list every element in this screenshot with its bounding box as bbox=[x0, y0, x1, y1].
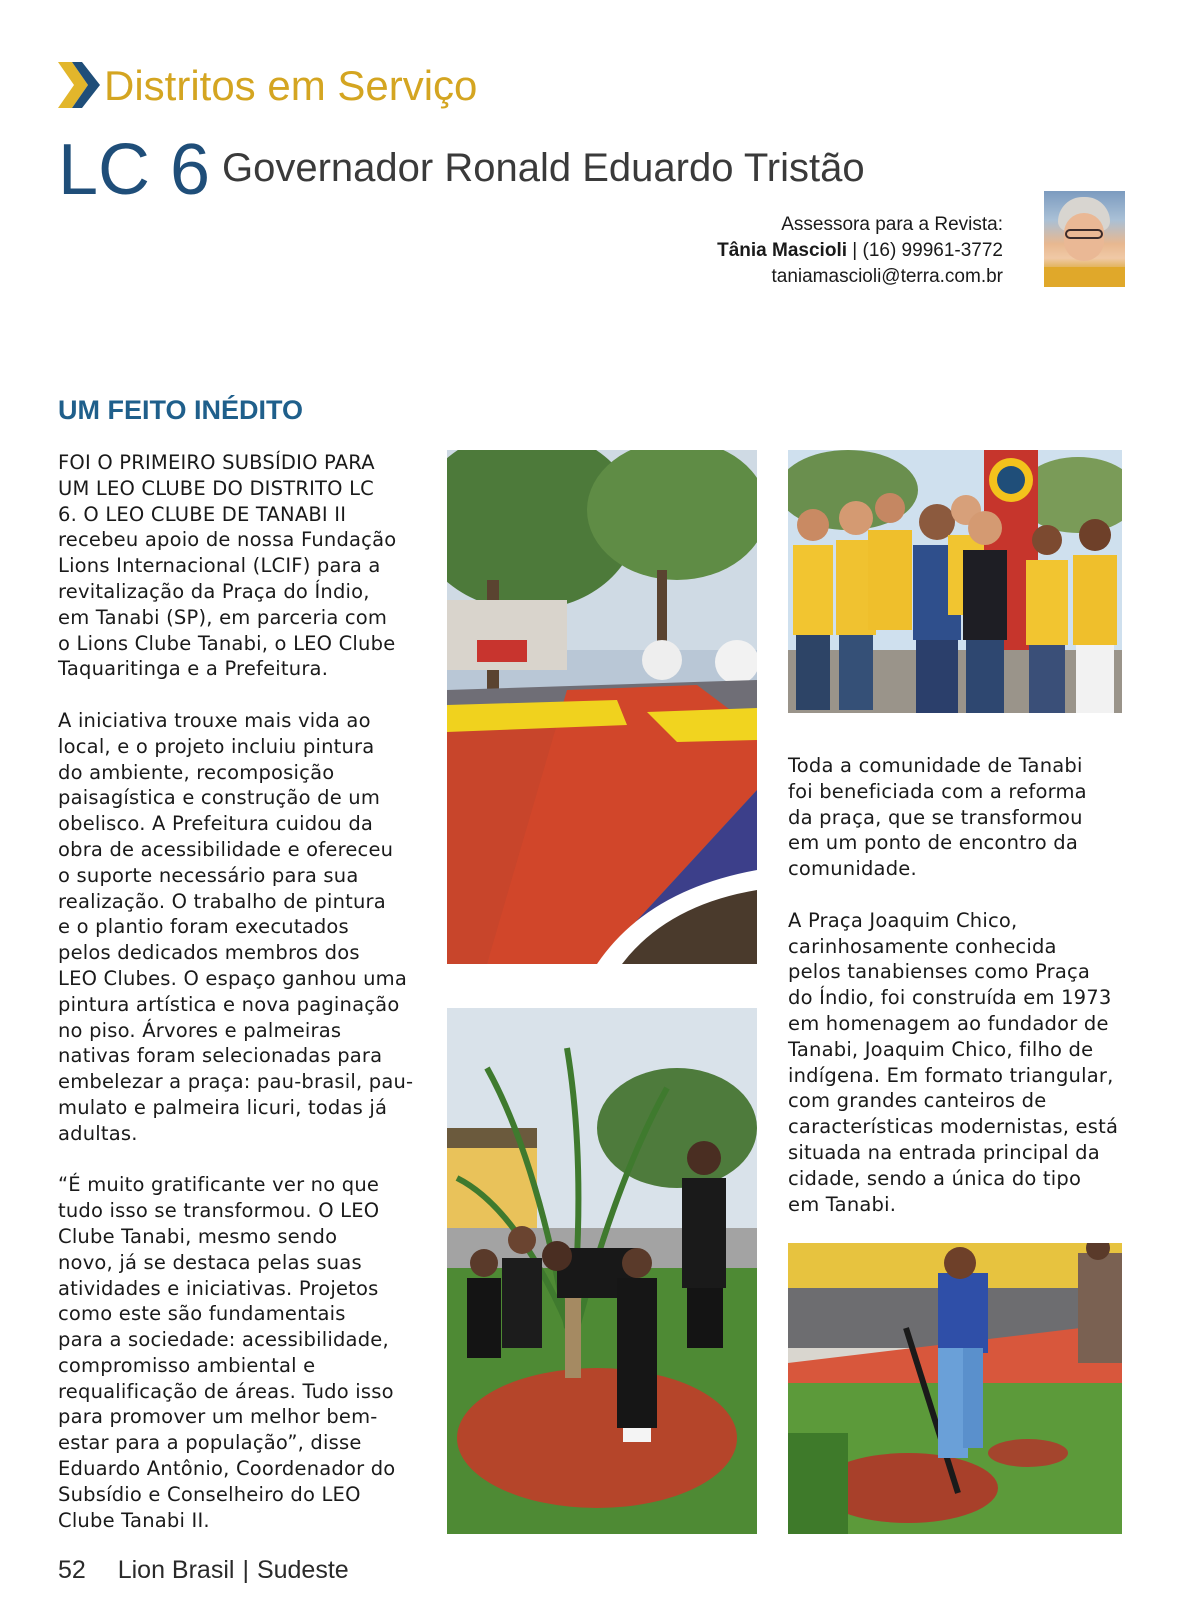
page-footer bbox=[58, 1554, 349, 1586]
article-paragraph: Toda a comunidade de Tanabi foi beneficiada com a reforma da praça, que se transformou em um ponto de encontro da comunidade. bbox=[788, 754, 1087, 881]
photo-painted-plaza bbox=[447, 450, 757, 964]
contact-label: Assessora para a Revista: bbox=[781, 214, 1003, 235]
contact-avatar bbox=[1044, 191, 1125, 287]
contact-line bbox=[717, 238, 1003, 264]
section-title: Distritos em Serviço bbox=[104, 62, 478, 109]
article-right-column bbox=[788, 753, 1130, 1243]
footer-separator: | bbox=[242, 1556, 249, 1584]
article-paragraph: A Praça Joaquim Chico, carinhosamente conhecida pelos tanabienses como Praça do Índio, foi construída em 1973 em homenagem ao fundador de Tanabi, Joaquim Chico, filho de indígena. Em formato triangular, com grandes canteiros de características modernistas, está situada na entrada principal da cidade, sendo a única do tipo em Tanabi. bbox=[788, 908, 1119, 1216]
contact-phone: | (16) 99961-3772 bbox=[847, 240, 1003, 261]
governor-name: Governador Ronald Eduardo Tristão bbox=[222, 146, 865, 190]
article-headline: UM FEITO INÉDITO bbox=[58, 395, 304, 425]
photo-digging bbox=[788, 1243, 1122, 1534]
publication-region: Sudeste bbox=[256, 1556, 349, 1584]
contact-name: Tânia Mascioli bbox=[717, 240, 847, 261]
page-number: 52 bbox=[58, 1556, 86, 1584]
district-label: LC 6 bbox=[58, 130, 211, 210]
photo-group-members bbox=[788, 450, 1122, 713]
publication-name: Lion Brasil bbox=[117, 1556, 235, 1584]
article-paragraph: A iniciativa trouxe mais vida ao local, e o projeto incluiu pintura do ambiente, recomposição paisagística e construção de um obelisco. A Prefeitura cuidou da obra de acessibilidade e ofereceu o suporte necessário para sua realização. O trabalho de pintura e o plantio foram executados pelos dedicados membros dos LEO Clubes. O espaço ganhou uma pintura artística e nova paginação no piso. Árvores e palmeiras nativas foram selecionadas para embelezar a praça: pau-brasil, pau- mulato e palmeira licuri, todas já adultas. bbox=[58, 708, 414, 1145]
article-left-column bbox=[58, 450, 430, 1559]
contact-block bbox=[717, 212, 1003, 290]
article-paragraph: FOI O PRIMEIRO SUBSÍDIO PARA UM LEO CLUBE DO DISTRITO LC 6. O LEO CLUBE DE TANABI II recebeu apoio de nossa Fundação Lions Internacional (LCIF) para a revitalização da Praça do Índio, em Tanabi (SP), em parceria com o Lions Clube Tanabi, o LEO Clube Taquaritinga e a Prefeitura. bbox=[58, 451, 397, 681]
section-chevron-icon bbox=[58, 62, 100, 108]
article-paragraph: “É muito gratificante ver no que tudo isso se transformou. O LEO Clube Tanabi, mesmo sendo novo, já se destaca pelas suas atividades e iniciativas. Projetos como este são fundamentais para a sociedade: acessibilidade, compromisso ambiental e requalificação de áreas. Tudo isso para promover um melhor bem- estar para a população”, disse Eduardo Antônio, Coordenador do Subsídio e Conselheiro do LEO Clube Tanabi II. bbox=[58, 1173, 396, 1532]
photo-planting-palm bbox=[447, 1008, 757, 1534]
contact-email[interactable]: taniamascioli@terra.com.br bbox=[771, 266, 1003, 287]
